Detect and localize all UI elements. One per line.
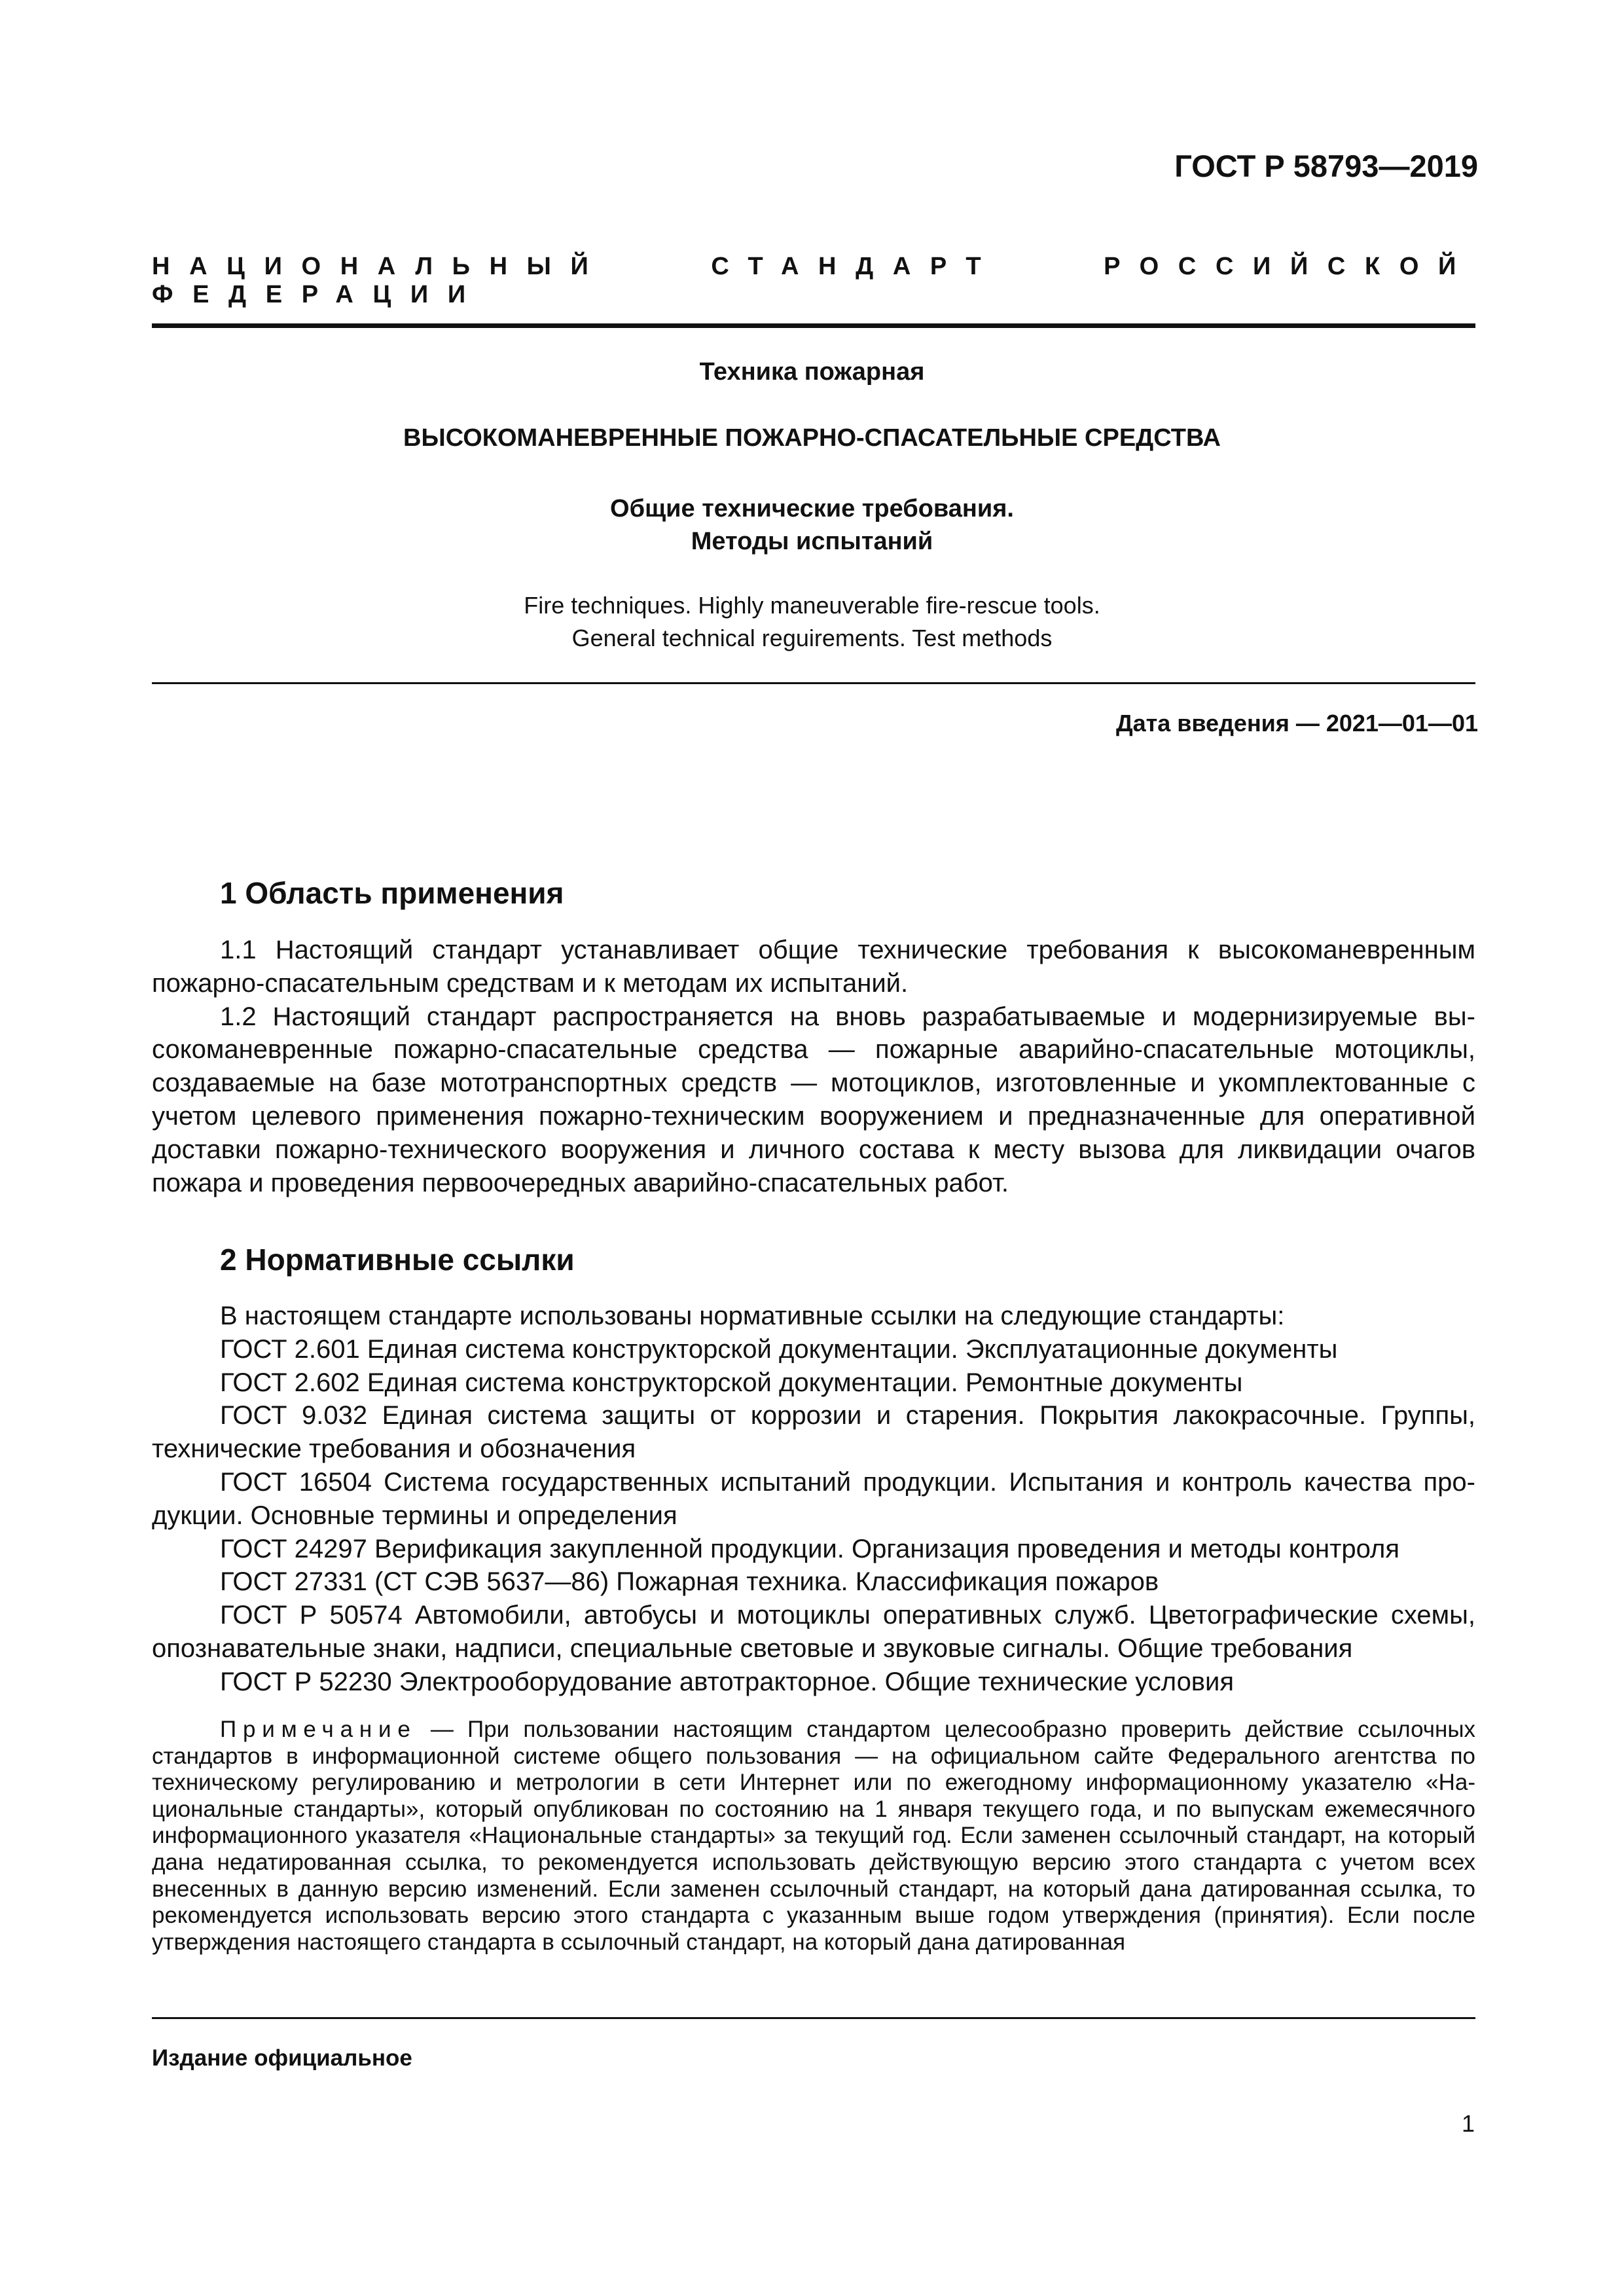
section2-paragraph: В настоящем стандарте использованы нормативные ссылки на следующие стандарты: (220, 1302, 1285, 1330)
section2-reference: ГОСТ 9.032 Единая система защиты от коррозии и старения. Покрытия лакокрасочные. Группы, технические требования и обозначения (152, 1401, 1475, 1464)
title-subtitle-line1: Общие технические требования. (610, 495, 1014, 522)
title-category: Техника пожарная (699, 358, 925, 386)
section2-reference: ГОСТ 2.602 Единая система конструкторской документации. Ремонтные документы (220, 1368, 1243, 1397)
title-main: ВЫСОКОМАНЕВРЕННЫЕ ПОЖАРНО-СПАСАТЕЛЬНЫЕ СРЕДСТВА (403, 424, 1221, 452)
section2-body (152, 1300, 1475, 1699)
section2-reference: ГОСТ 16504 Система государственных испытаний продукции. Испытания и контроль качества продукции. Основные термины и определения (152, 1467, 1475, 1530)
national-standard-heading: НАЦИОНАЛЬНЫЙ СТАНДАРТ РОССИЙСКОЙ ФЕДЕРАЦИИ (152, 253, 1475, 308)
section2-reference: ГОСТ 24297 Верификация закупленной продукции. Организация проведения и методы контроля (220, 1534, 1400, 1563)
title-english-line1: Fire techniques. Highly maneuverable fire-rescue tools. (524, 592, 1100, 619)
note-text: — При пользовании настоящим стандартом целесообразно проверить действие ссылочных стандартов в информационной системе общего пользования — на официальном сайте Федерального агентства по техническому регулированию и метрологии в сети Интернет или по ежегодному информационному указателю «Национальные стандарты», который опубликован по состоянию на 1 января текущего года, и по выпускам ежемесячного информационного указателя «Национальные стандарты» за текущий год. Если заменен ссылочный стандарт, на который дана недатированная ссылка, то рекомендуется использовать действующую версию этого стандарта с учетом всех внесенных в данную версию изменений. Если заменен ссылочный стандарт, на который дана датированная ссылка, то рекомендуется использовать версию этого стандарта с указанным выше годом утверждения (принятия). Если после утверждения настоящего стандарта в ссылочный стандарт, на который дана датированная (152, 1717, 1475, 1955)
section2-reference: ГОСТ 2.601 Единая система конструкторской документации. Эксплуатационные документы (220, 1334, 1338, 1364)
note-label: Примечание (220, 1717, 417, 1742)
section2-reference: ГОСТ Р 52230 Электрооборудование автотракторное. Общие технические условия (220, 1667, 1235, 1696)
note (152, 1717, 1475, 1956)
introduction-date: Дата введения — 2021—01—01 (1115, 710, 1478, 737)
section1-paragraph: 1.1 Настоящий стандарт устанавливает общие технические требования к высокоманевренным пожарно-спасательным средствам и к методам их испытаний. (152, 936, 1475, 998)
title-subtitle-line2: Методы испытаний (691, 528, 933, 555)
title-rule (152, 682, 1475, 684)
section2-reference: ГОСТ Р 50574 Автомобили, автобусы и мотоциклы оперативных служб. Цветографические схемы, опознавательные знаки, надписи, специальные световые и звуковые сигналы. Общие требования (152, 1601, 1475, 1663)
section1-paragraph: 1.2 Настоящий стандарт распространяется на вновь разрабатываемые и модернизируемые высокоманевренные пожарно-спасательные средства — пожарные аварийно-спасательные мотоциклы, создаваемые на базе мототранспортных средств — мотоциклов, изготовленные и укомплектованные с учетом целевого применения пожарно-техническим вооружением и предназначенные для оперативной доставки пожарно-технического вооружения и личного состава к месту вызова для ликвидации очагов пожара и проведения первоочередных аварийно-спасательных работ. (152, 1002, 1475, 1197)
title-subtitle (0, 492, 1624, 558)
edition-label: Издание официальное (152, 2045, 412, 2071)
title-english-line2: General technical reguirements. Test methods (571, 625, 1053, 651)
section1-body (152, 934, 1475, 1199)
page-number: 1 (1461, 2110, 1475, 2137)
footer-rule (152, 2017, 1475, 2019)
section2-reference: ГОСТ 27331 (СТ СЭВ 5637—86) Пожарная техника. Классификация пожаров (220, 1567, 1159, 1597)
gost-number: ГОСТ Р 58793—2019 (1174, 149, 1478, 183)
header-thick-rule (152, 323, 1475, 328)
section1-heading: 1 Область применения (220, 876, 564, 910)
section2-heading: 2 Нормативные ссылки (220, 1243, 575, 1277)
title-english (0, 589, 1624, 655)
